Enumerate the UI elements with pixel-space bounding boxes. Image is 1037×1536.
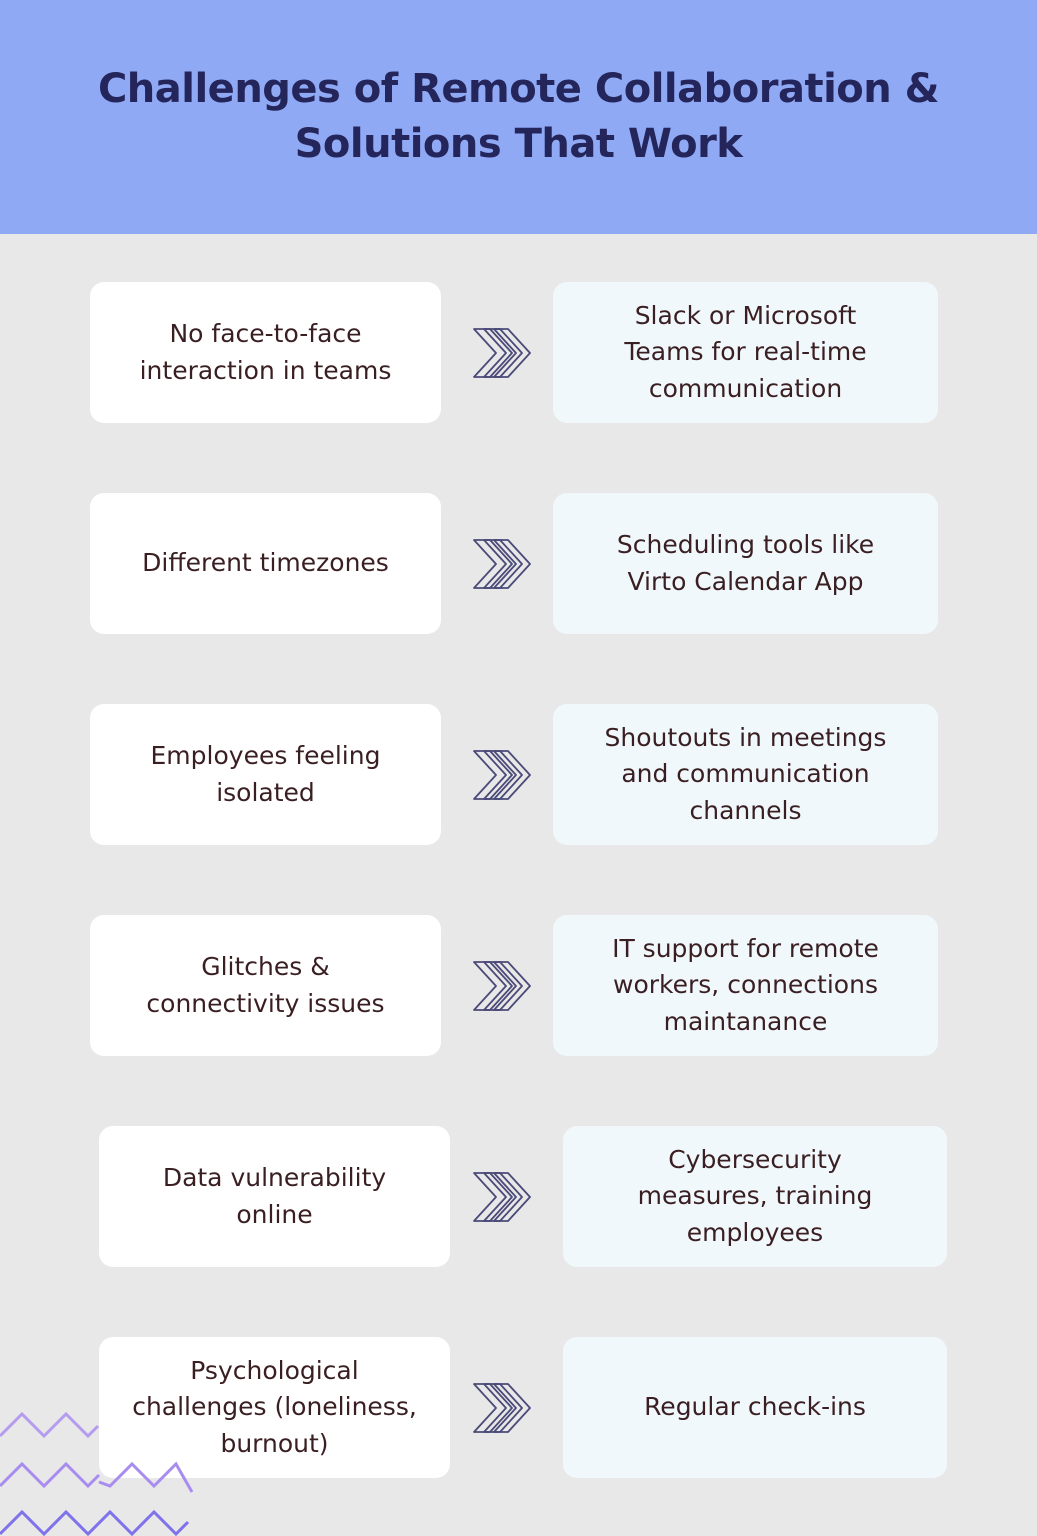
- challenge-text: Data vulnerability online: [162, 1163, 387, 1229]
- triple-chevron-right-icon: [472, 1380, 532, 1436]
- solution-text: Scheduling tools like Virto Calendar App: [616, 530, 875, 596]
- challenge-card: [90, 493, 441, 634]
- solution-card: [563, 1126, 947, 1267]
- challenge-card: [90, 704, 441, 845]
- solution-card: [553, 282, 938, 423]
- solution-card: [553, 493, 938, 634]
- challenge-text: Employees feeling isolated: [150, 741, 381, 807]
- challenge-text: No face-to-face interaction in teams: [139, 319, 392, 385]
- triple-chevron-right-icon: [472, 325, 532, 381]
- challenge-text: Glitches & connectivity issues: [146, 952, 385, 1018]
- solution-text: Cybersecurity measures, training employees: [637, 1144, 873, 1247]
- title-line-1: Challenges of Remote Collaboration &: [97, 66, 940, 112]
- challenge-text: Psychological challenges (loneliness, burnout): [132, 1355, 417, 1458]
- triple-chevron-right-icon: [472, 1169, 532, 1225]
- challenge-card: [90, 282, 441, 423]
- solution-text: Regular check-ins: [644, 1392, 866, 1422]
- triple-chevron-right-icon: [472, 536, 532, 592]
- solution-card: [563, 1337, 947, 1478]
- solution-card: [553, 704, 938, 845]
- challenge-card: [99, 1126, 450, 1267]
- solution-text: Slack or Microsoft Teams for real-time communication: [624, 300, 867, 403]
- zigzag-decoration: [0, 1400, 200, 1536]
- page-title: [89, 62, 949, 172]
- challenge-text: Different timezones: [142, 548, 389, 578]
- solution-text: Shoutouts in meetings and communication channels: [604, 722, 887, 825]
- solution-card: [553, 915, 938, 1056]
- triple-chevron-right-icon: [472, 747, 532, 803]
- triple-chevron-right-icon: [472, 958, 532, 1014]
- challenge-card: [90, 915, 441, 1056]
- title-line-2: Solutions That Work: [294, 121, 743, 167]
- header-banner: [0, 0, 1037, 234]
- solution-text: IT support for remote workers, connections maintanance: [612, 933, 879, 1036]
